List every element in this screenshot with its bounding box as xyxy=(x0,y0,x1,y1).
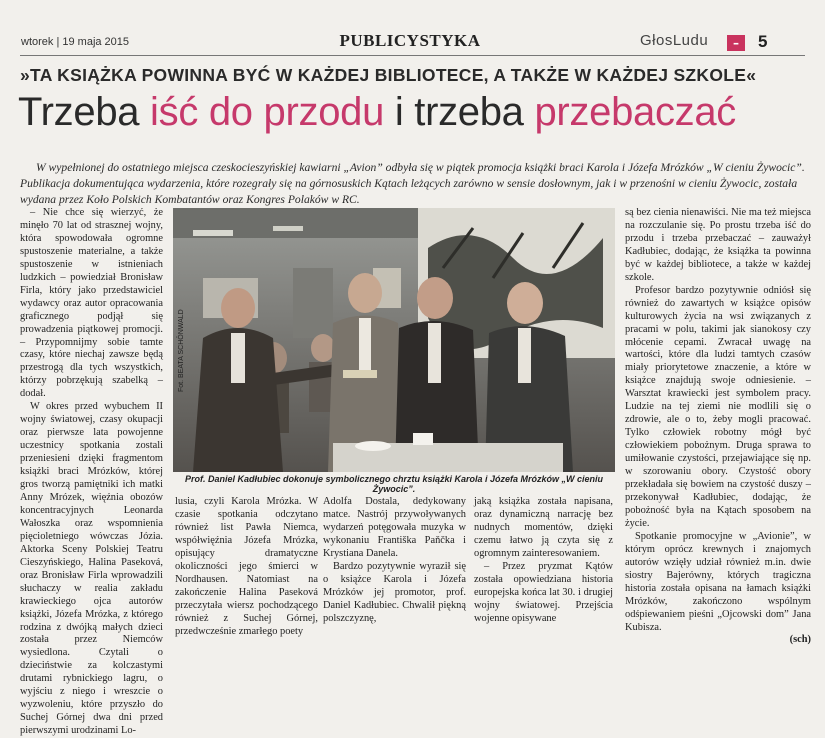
paragraph: Profesor bardzo pozytywnie odniósł się również do zawartych w książce opisów kulturowych życia na wsi związanych z pracami w polu, takimi jak sianokosy czy młócenie cepami. Zwracał uwagę na wartości, które dla ludzi tamtych czasów miały priorytetowe znaczenie, a które w książce znajdują swoje odniesienie. – Warsztat krawiecki jest symbolem pracy. Ludzie na tej ziemi nie modlili się o zdrowie, ale o to, żeby mogli pracować. Tylko człowiek robotny mógł być człowiekiem pobożnym. Druga sprawa to umiłowanie czystości, przejawiające się np. w szorowaniu obory. Czystość obory przekładała się bowiem na czystość duszy – przekonywał Kadłubiec, dodając, że pobożność była na Kątach sposobem na życie. xyxy=(625,284,811,529)
paragraph: są bez cienia nienawiści. Nie ma też miejsca na rozczulanie się. Po prostu trzeba iść do przodu i trzeba przebaczać – zauważył Kadłubiec, dodając, że książka ta powinna być w każdej bibliotece, a także w każdej szkole. xyxy=(625,207,811,283)
photo-illustration xyxy=(173,208,615,472)
paragraph: jaką książka została napisana, oraz dynamiczną narrację bez nudnych momentów, dzięki czemu łatwo ją czyta się z ogromnym zainteresowaniem. xyxy=(474,496,613,559)
paragraph: W okres przed wybuchem II wojny światowej, czasy okupacji oraz pierwsze lata powojenne uczestnicy spotkania zostali przeniesieni dzięki fragmentom książki braci Mrózków, której gros tworzą pamiętniki ich matki Anny Mrózek, więźnia obozów koncentracyjnych Leonarda Wałoszka oraz wspomnienia pięcioletniego wówczas Józia. Aktorka Sceny Polskiej Teatru Cieszyńskiego, Halina Paseková, oraz Bronisław Firla wprowadzili słuchaczy w realia zakładu krawieckiego ojca autorów książki, Józefa Mrózka, z którego rodzina z dwójką małych dzieci została przez Niemców wysiedlona. Czytali o dzieciństwie za kolczastymi drutami rybnickiego lagru, o wyjściu z niego i wreszcie o wyzwoleniu, które przyszło do Suchej Górnej dwa dni przed pierwszymi urodzinami Lo- xyxy=(20,401,163,737)
photo-caption: Prof. Daniel Kadłubiec dokonuje symbolicznego chrztu książki Karola i Józefa Mrózków „W cieniu Żywocic”. xyxy=(184,474,604,494)
article-column-5 xyxy=(625,207,811,647)
photo-credit: Fot. BEATA SCHÖNWALD xyxy=(178,309,185,392)
paragraph: Bardzo pozytywnie wyraził się o książce Karola i Józefa Mrózków jej promotor, prof. Daniel Kadłubiec. Chwalił piękną polszczyznę, xyxy=(323,560,466,624)
paragraph: – Nie chce się wierzyć, że minęło 70 lat od strasznej wojny, która spowodowała ogromne spustoszenie materialne, a także spustoszenie w istnieniach ludzkich – powiedział Bronisław Firla, który jako przedstawiciel wydawcy oraz autor opracowania graficznego podjął się prowadzenia piątkowej promocji. – Przypomnijmy sobie tamte czasy, które niechaj zawsze będą przestrogą dla tych wszystkich, którzy pobrzękują szabelką – dodał. xyxy=(20,207,163,400)
article-kicker: »TA KSIĄŻKA POWINNA BYĆ W KAŻDEJ BIBLIOTECE, A TAKŻE W KAŻDEJ SZKOLE« xyxy=(20,65,757,85)
section-title: PUBLICYSTYKA xyxy=(339,31,481,50)
newspaper-logo: GłosLudu xyxy=(640,32,709,49)
author-signature: (sch) xyxy=(789,634,811,646)
article-headline xyxy=(18,90,818,135)
paragraph: lusia, czyli Karola Mrózka. W czasie spotkania odczytano również list Pawła Niemca, współwięźnia Józefa Mrózka, opisujący dramatyczne okoliczności jego śmierci w Nordhausen. Natomiast na zakończenie Halina Paseková przeczytała wiersz pochodzącego również z Suchej Górnej, przedwcześnie zmarłego poety xyxy=(175,496,318,637)
headline-accent: iść do przodu xyxy=(150,90,385,134)
page-number: 5 xyxy=(758,32,768,51)
article-column-1 xyxy=(20,207,163,738)
article-column-4 xyxy=(474,496,613,626)
paragraph: Adolfa Dostala, dedykowany matce. Nastrój przywoływanych wydarzeń potęgowała muzyka w wykonaniu Františka Paňčka i Krystiana Danela. xyxy=(323,496,466,559)
article-column-2 xyxy=(175,496,318,638)
article-lead: W wypełnionej do ostatniego miejsca czeskocieszyńskiej kawiarni „Avion” odbyła się w piątek promocja książki braci Karola i Józefa Mrózków „W cieniu Żywocic”. Publikacja dokumentująca wydarzenia, które rozegrały się na górnosuskich Kątach leżących zarówno w sensie dosłownym, jak i w przenośni w cieniu Żywocic, została wydana przez Koło Polskich Kombatantów oraz Kongres Polaków w RC. xyxy=(20,160,805,206)
paragraph: – Przez pryzmat Kątów została opowiedziana historia europejska końca lat 30. i drugiej wojny światowej. Przejścia wojenne opisywane xyxy=(474,560,613,624)
headline-accent: przebaczać xyxy=(534,90,737,134)
issue-date: wtorek | 19 maja 2015 xyxy=(21,36,130,48)
logo-mark-icon: – xyxy=(727,35,745,51)
article-photo xyxy=(173,208,615,472)
headline-part: i trzeba xyxy=(384,90,535,134)
article-column-3 xyxy=(323,496,466,626)
paragraph: Spotkanie promocyjne w „Avionie”, w którym oprócz krewnych i znajomych autorów wzięły udział również m.in. dwie siostry Bajerówny, których tragiczna historia została opisana na łamach książki Mrózków, zakończono wspólnym odśpiewaniem pieśni „Ojcowski dom” Jana Kubisza. xyxy=(625,530,811,633)
headline-part: Trzeba xyxy=(18,90,151,134)
header-divider xyxy=(20,55,805,56)
